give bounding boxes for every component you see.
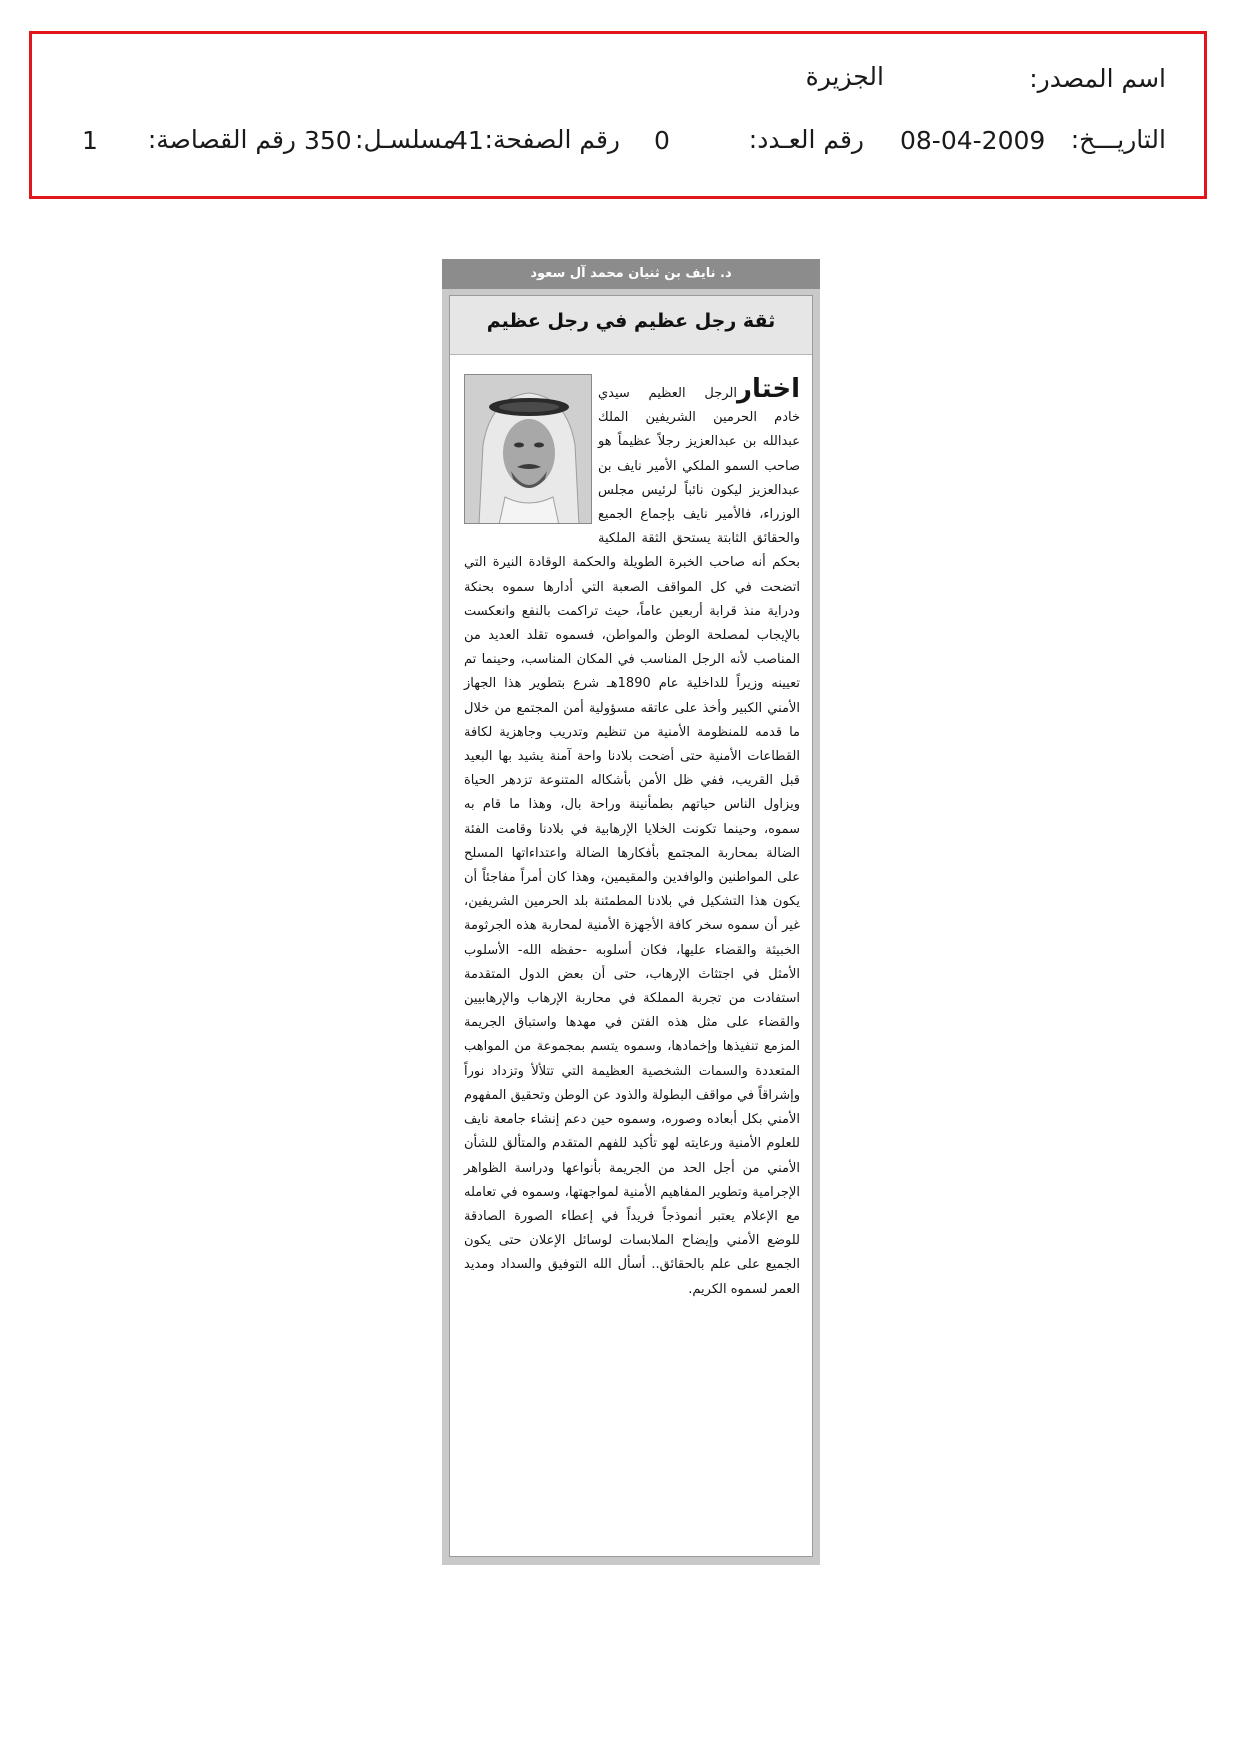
issue-label: رقم العـدد: [748,125,864,154]
date-label: التاريـــخ: [1070,125,1166,154]
article-clipping [442,259,820,1565]
title-band [450,296,812,355]
article-title: ثقة رجل عظيم في رجل عظيم [486,310,776,332]
serial-label: مسلسـل: [355,125,456,154]
page-label: رقم الصفحة: [484,125,620,154]
page-value: 41 [452,126,484,155]
clip-value: 1 [82,126,98,155]
source-value: الجزيرة [805,62,884,91]
source-label: اسم المصدر: [1029,64,1166,93]
article-byline: د. نايف بن ثنيان محمد آل سعود [442,259,820,289]
date-value: 08-04-2009 [900,126,1046,155]
article-body [464,374,800,1302]
photo-spacer [464,378,598,538]
metadata-box [29,31,1207,199]
issue-value: 0 [654,126,670,155]
article-panel [449,295,813,1557]
article-body-text: الرجل العظيم سيدي خادم الحرمين الشريفين الملك عبدالله بن عبدالعزيز رجلاً عظيماً هو صاحب السمو الملكي الأمير نايف بن عبدالعزيز ليكون نائباً لرئيس مجلس الوزراء، فالأمير نايف بإجماع الجميع والحقائق الثابتة يستحق الثقة الملكية بحكم أنه صاحب الخبرة الطويلة والحكمة الوقادة النيرة التي اتضحت في كل المواقف الصعبة التي أدارها سموه بحنكة ودراية منذ قرابة أربعين عاماً، حيث تراكمت بالنفع وانعكست بالإيجاب لمصلحة الوطن والمواطن، فسموه تقلد العديد من المناصب لأنه الرجل المناسب في المكان المناسب، وحينما تم تعيينه وزيراً للداخلية عام 1890هـ شرع بتطوير هذا الجهاز الأمني الكبير وأخذ على عاتقه مسؤولية أمن المجتمع من خلال ما قدمه للمنظومة الأمنية من تنظيم وتدريب وجاهزية لكافة القطاعات الأمنية حتى أضحت بلادنا واحة آمنة يشيد بها البعيد قبل القريب، ففي ظل الأمن بأشكاله المتنوعة تزدهر الحياة ويزاول الناس حياتهم بطمأنينة وراحة بال، وهذا ما قام به سموه، وحينما تكونت الخلايا الإرهابية في بلادنا وقامت الفئة الضالة بمحاربة المجتمع بأفكارها الضالة واعتداءاتها المسلح على المواطنين والوافدين والمقيمين، وهذا كان أمراً مفاجئاً أن يكون هذا التشكيل في بلادنا المطمئنة بلد الحرمين الشريفين، غير أن سموه سخر كافة الأجهزة الأمنية لمحاربة هذه الجرثومة الخبيثة والقضاء عليها، فكان أسلوبه -حفظه الله- الأسلوب الأمثل في اجتثاث الإرهاب، حتى أن بعض الدول المتقدمة استفادت من تجربة المملكة في محاربة الإرهاب والإرهابيين والقضاء على مثل هذه الفتن في مهدها واستباق الجريمة المزمع تنفيذها وإخمادها، وسموه يتسم بمجموعة من المواهب المتعددة والسمات الشخصية العظيمة التي تتلألأ وتزداد نوراً وإشراقاً في مواقف البطولة والذود عن الوطن وتحقيق المفهوم الأمني بكل أبعاده وصوره، وسموه حين دعم إنشاء جامعة نايف للعلوم الأمنية ورعايته لهو تأكيد للفهم المتقدم والمتألق للشأن الأمني من أجل الحد من الجريمة بأنواعها ودراسة الظواهر الإجرامية وتطوير المفاهيم الأمنية لمواجهتها، وسموه في تعامله مع الإعلام يعتبر أنموذجاً فريداً في إعطاء الصورة الصادقة للوضع الأمني وإيضاح الملابسات لوسائل الإعلان حتى يكون الجميع على علم بالحقائق.. أسأل الله التوفيق والسداد ومديد العمر لسموه الكريم. [464,386,800,1297]
serial-value: 350 [304,126,352,155]
clip-label: رقم القصاصة: [147,125,296,154]
lead-word: اختار [737,374,800,404]
